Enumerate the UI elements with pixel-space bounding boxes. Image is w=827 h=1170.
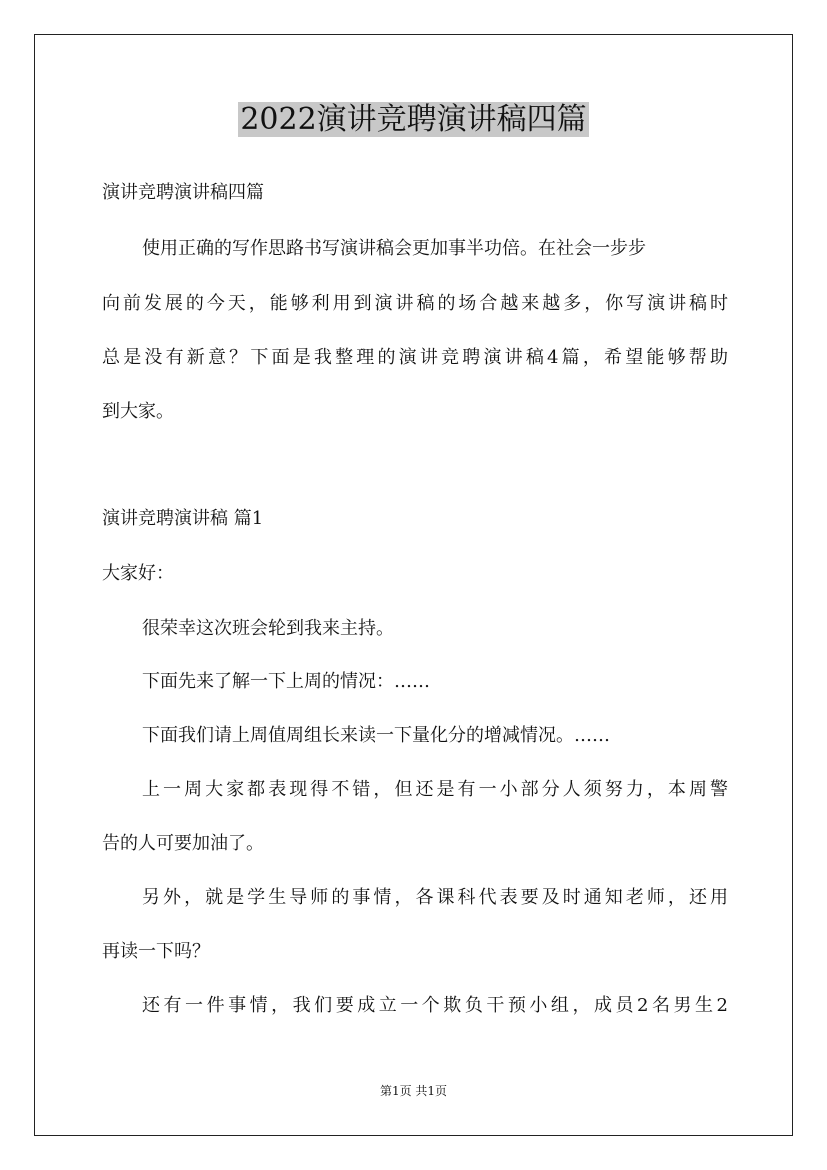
- paragraph-line: 告的人可要加油了。: [102, 833, 264, 854]
- paragraph-line: 下面先来了解一下上周的情况：……: [142, 671, 430, 692]
- intro-line: 到大家。: [102, 401, 174, 422]
- intro-line: 向前发展的今天，能够利用到演讲稿的场合越来越多，你写演讲稿时: [102, 293, 728, 314]
- paragraph-line: 再读一下吗？: [102, 941, 210, 962]
- paragraph-line: 下面我们请上周值周组长来读一下量化分的增减情况。……: [142, 725, 610, 746]
- page-number-label: 第1页 共1页: [379, 1084, 448, 1098]
- paragraph-line: 另外，就是学生导师的事情，各课科代表要及时通知老师，还用: [142, 887, 728, 908]
- page-footer: [0, 1082, 827, 1100]
- document-title: 2022演讲竞聘演讲稿四篇: [240, 102, 587, 137]
- document-subtitle: 演讲竞聘演讲稿四篇: [102, 182, 264, 203]
- section-heading: 演讲竞聘演讲稿 篇1: [102, 508, 264, 529]
- greeting: 大家好：: [102, 563, 174, 584]
- paragraph-line: 上一周大家都表现得不错，但还是有一小部分人须努力，本周警: [142, 779, 728, 800]
- intro-line: 使用正确的写作思路书写演讲稿会更加事半功倍。在社会一步步: [142, 238, 646, 259]
- intro-line: 总是没有新意？下面是我整理的演讲竞聘演讲稿4篇，希望能够帮助: [102, 347, 728, 368]
- paragraph-line: 还有一件事情，我们要成立一个欺负干预小组，成员2名男生2: [142, 995, 728, 1016]
- paragraph-line: 很荣幸这次班会轮到我来主持。: [142, 618, 394, 639]
